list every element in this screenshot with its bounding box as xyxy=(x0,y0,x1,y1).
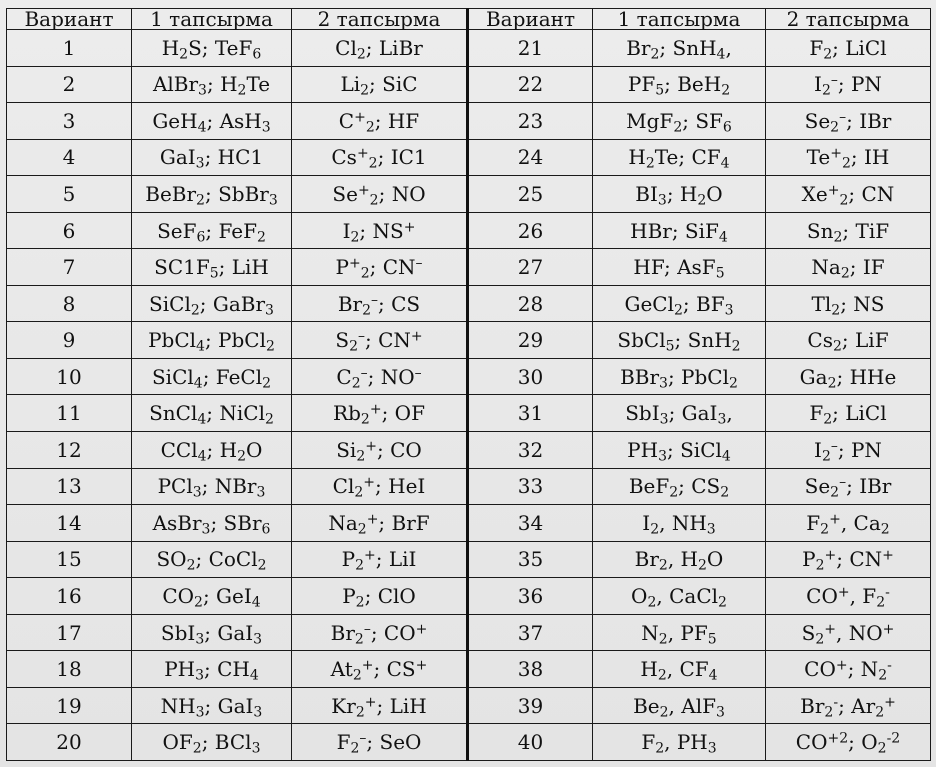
task1-formula-right: $I_2$, $NH_3$ xyxy=(593,505,766,542)
table-row xyxy=(7,139,931,176)
task2-formula-right: CO+, $F_2^-$ xyxy=(766,578,931,615)
task2-formula-right: $Na_2$; IF xyxy=(766,249,931,286)
variant-number-left: 8 xyxy=(7,285,132,322)
variant-number-right: 35 xyxy=(468,541,593,578)
task2-formula-left: $Na_2^+$; BrF xyxy=(292,505,468,542)
variant-number-right: 26 xyxy=(468,212,593,249)
variant-number-left: 9 xyxy=(7,322,132,359)
variant-number-right: 38 xyxy=(468,651,593,688)
task1-formula-right: $H_2$, $CF_4$ xyxy=(593,651,766,688)
variant-number-left: 19 xyxy=(7,687,132,724)
task2-formula-left: $P_2$; ClO xyxy=(292,578,468,615)
task2-formula-left: $C^+_2$; HF xyxy=(292,103,468,140)
task2-formula-right: $F_2$; LiCl xyxy=(766,30,931,67)
variant-number-right: 22 xyxy=(468,66,593,103)
task1-formula-right: $F_2$, $PH_3$ xyxy=(593,724,766,761)
task2-formula-left: $P^+_2$; CN– xyxy=(292,249,468,286)
variant-number-right: 28 xyxy=(468,285,593,322)
task2-formula-left: $Cl_2^+$; HeI xyxy=(292,468,468,505)
table-row xyxy=(7,505,931,542)
task2-formula-left: $Br_2^-$; CS xyxy=(292,285,468,322)
header-variant-right: Вариант xyxy=(468,9,593,30)
table-body xyxy=(7,30,931,761)
task2-formula-right: $Xe^+_2$; CN xyxy=(766,176,931,213)
variant-number-right: 23 xyxy=(468,103,593,140)
task2-formula-left: $Li_2$; SiC xyxy=(292,66,468,103)
header-task2-left: 2 тапсырма xyxy=(292,9,468,30)
task1-formula-left: CCl$_4$; $H_2O$ xyxy=(132,432,292,469)
task1-formula-left: $OF_2$; BCl$_3$ xyxy=(132,724,292,761)
task1-formula-right: $O_2$, CaCl$_2$ xyxy=(593,578,766,615)
variant-number-right: 32 xyxy=(468,432,593,469)
table-row xyxy=(7,578,931,615)
task1-formula-left: SeF$_6$; FeF$_2$ xyxy=(132,212,292,249)
task2-formula-right: $P_2^+$; CN+ xyxy=(766,541,931,578)
task2-formula-right: $Br_2^-$; $Ar_2^+$ xyxy=(766,687,931,724)
task1-formula-right: $PF_5$; BeH$_2$ xyxy=(593,66,766,103)
task1-formula-right: $BI_3$; $H_2O$ xyxy=(593,176,766,213)
task2-formula-left: $Si_2^+$; CO xyxy=(292,432,468,469)
task2-formula-left: $At_2^+$; CS+ xyxy=(292,651,468,688)
table-row xyxy=(7,651,931,688)
variant-number-left: 3 xyxy=(7,103,132,140)
task1-formula-left: $SO_2$; CoCl$_2$ xyxy=(132,541,292,578)
task2-formula-right: $CO^{+2}$; $O_2^{-2}$ xyxy=(766,724,931,761)
task1-formula-right: HBr; SiF$_4$ xyxy=(593,212,766,249)
table-row xyxy=(7,212,931,249)
table-row xyxy=(7,358,931,395)
task1-formula-left: GaI$_3$; HC1 xyxy=(132,139,292,176)
task2-formula-right: $Te^+_2$; IH xyxy=(766,139,931,176)
task1-formula-left: $CO_2$; GeI$_4$ xyxy=(132,578,292,615)
variant-number-left: 13 xyxy=(7,468,132,505)
task2-formula-right: $F_2^+$, $Ca_2$ xyxy=(766,505,931,542)
task1-formula-right: $Be_2$, AlF$_3$ xyxy=(593,687,766,724)
header-task1-left: 1 тапсырма xyxy=(132,9,292,30)
variant-number-right: 33 xyxy=(468,468,593,505)
task1-formula-left: SnCl$_4$; NiCl$_2$ xyxy=(132,395,292,432)
table-row xyxy=(7,103,931,140)
variant-number-left: 7 xyxy=(7,249,132,286)
task1-formula-left: $PH_3$; $CH_4$ xyxy=(132,651,292,688)
variant-number-left: 17 xyxy=(7,614,132,651)
task2-formula-left: $S_2^-$; CN+ xyxy=(292,322,468,359)
task1-formula-left: $NH_3$; GaI$_3$ xyxy=(132,687,292,724)
table-row xyxy=(7,30,931,67)
variant-number-left: 5 xyxy=(7,176,132,213)
variant-number-right: 21 xyxy=(468,30,593,67)
task1-formula-left: SiCl$_4$; FeCl$_2$ xyxy=(132,358,292,395)
table-row xyxy=(7,468,931,505)
task2-formula-left: $Br_2^-$; CO+ xyxy=(292,614,468,651)
header-task1-right: 1 тапсырма xyxy=(593,9,766,30)
variant-number-right: 24 xyxy=(468,139,593,176)
task1-formula-right: BeF$_2$; $CS_2$ xyxy=(593,468,766,505)
task2-formula-right: CO+; $N_2^-$ xyxy=(766,651,931,688)
task2-formula-left: $Cl_2$; LiBr xyxy=(292,30,468,67)
task1-formula-left: SiCl$_2$; GaBr$_3$ xyxy=(132,285,292,322)
task1-formula-left: AlBr$_3$; $H_2Te$ xyxy=(132,66,292,103)
table-row xyxy=(7,176,931,213)
task2-formula-right: $Tl_2$; NS xyxy=(766,285,931,322)
variant-number-left: 4 xyxy=(7,139,132,176)
task2-formula-right: $S_2^+$, NO+ xyxy=(766,614,931,651)
task2-formula-right: $F_2$; LiCl xyxy=(766,395,931,432)
table-row xyxy=(7,614,931,651)
header-row xyxy=(7,9,931,30)
task1-formula-right: $PH_3$; SiCl$_4$ xyxy=(593,432,766,469)
table-row xyxy=(7,249,931,286)
variant-number-right: 34 xyxy=(468,505,593,542)
table-row xyxy=(7,724,931,761)
variant-number-right: 36 xyxy=(468,578,593,615)
variant-number-left: 18 xyxy=(7,651,132,688)
task1-formula-right: $N_2$, $PF_5$ xyxy=(593,614,766,651)
task2-formula-left: $Cs^+_2$; IC1 xyxy=(292,139,468,176)
task1-formula-right: GeCl$_2$; $BF_3$ xyxy=(593,285,766,322)
task1-formula-right: BBr$_3$; PbCl$_2$ xyxy=(593,358,766,395)
task2-formula-right: $Se_2^-$; IBr xyxy=(766,103,931,140)
table-row xyxy=(7,541,931,578)
task2-formula-right: $Se_2^-$; IBr xyxy=(766,468,931,505)
variant-number-right: 37 xyxy=(468,614,593,651)
task2-formula-right: $I_2^-$; PN xyxy=(766,432,931,469)
task2-formula-left: $Rb_2^+$; OF xyxy=(292,395,468,432)
variant-number-left: 6 xyxy=(7,212,132,249)
task2-formula-right: $Sn_2$; TiF xyxy=(766,212,931,249)
task1-formula-right: MgF$_2$; $SF_6$ xyxy=(593,103,766,140)
table-row xyxy=(7,395,931,432)
variant-number-left: 20 xyxy=(7,724,132,761)
task1-formula-left: SbI$_3$; GaI$_3$ xyxy=(132,614,292,651)
task1-formula-left: PbCl$_4$; PbCl$_2$ xyxy=(132,322,292,359)
variant-number-left: 12 xyxy=(7,432,132,469)
header-task2-right: 2 тапсырма xyxy=(766,9,931,30)
variant-number-right: 40 xyxy=(468,724,593,761)
variant-number-left: 10 xyxy=(7,358,132,395)
header-variant-left: Вариант xyxy=(7,9,132,30)
variant-number-right: 39 xyxy=(468,687,593,724)
task1-formula-left: GeH$_4$; AsH$_3$ xyxy=(132,103,292,140)
task1-formula-left: PCl$_3$; NBr$_3$ xyxy=(132,468,292,505)
task2-formula-left: $C_2^-$; NO– xyxy=(292,358,468,395)
variant-number-right: 27 xyxy=(468,249,593,286)
task1-formula-right: HF; AsF$_5$ xyxy=(593,249,766,286)
task1-formula-left: BeBr$_2$; SbBr$_3$ xyxy=(132,176,292,213)
table-row xyxy=(7,432,931,469)
task2-formula-left: $F_2^-$; SeO xyxy=(292,724,468,761)
variant-number-left: 16 xyxy=(7,578,132,615)
table-row xyxy=(7,285,931,322)
variant-number-right: 29 xyxy=(468,322,593,359)
task1-formula-right: SbCl$_5$; SnH$_2$ xyxy=(593,322,766,359)
task2-formula-right: $I_2^-$; PN xyxy=(766,66,931,103)
variant-number-left: 1 xyxy=(7,30,132,67)
task1-formula-right: $Br_2$; SnH$_4$, xyxy=(593,30,766,67)
task1-formula-right: SbI$_3$; GaI$_3$, xyxy=(593,395,766,432)
variant-number-left: 11 xyxy=(7,395,132,432)
task1-formula-left: AsBr$_3$; SBr$_6$ xyxy=(132,505,292,542)
variant-number-right: 31 xyxy=(468,395,593,432)
task1-formula-left: $SC1F_5$; LiH xyxy=(132,249,292,286)
task2-formula-right: $Cs_2$; LiF xyxy=(766,322,931,359)
variants-table xyxy=(6,8,931,761)
variant-number-left: 15 xyxy=(7,541,132,578)
task2-formula-right: $Ga_2$; HHe xyxy=(766,358,931,395)
table-row xyxy=(7,66,931,103)
task2-formula-left: $P_2^+$; LiI xyxy=(292,541,468,578)
variant-number-left: 2 xyxy=(7,66,132,103)
variant-number-right: 30 xyxy=(468,358,593,395)
variant-number-left: 14 xyxy=(7,505,132,542)
task1-formula-left: $H_2S$; TeF$_6$ xyxy=(132,30,292,67)
task2-formula-left: $Se^+_2$; NO xyxy=(292,176,468,213)
task1-formula-right: $H_2Te$; $CF_4$ xyxy=(593,139,766,176)
table-row xyxy=(7,322,931,359)
task2-formula-left: $Kr_2^+$; LiH xyxy=(292,687,468,724)
task1-formula-right: $Br_2$, $H_2O$ xyxy=(593,541,766,578)
table-row xyxy=(7,687,931,724)
variant-number-right: 25 xyxy=(468,176,593,213)
task2-formula-left: $I_2$; NS+ xyxy=(292,212,468,249)
